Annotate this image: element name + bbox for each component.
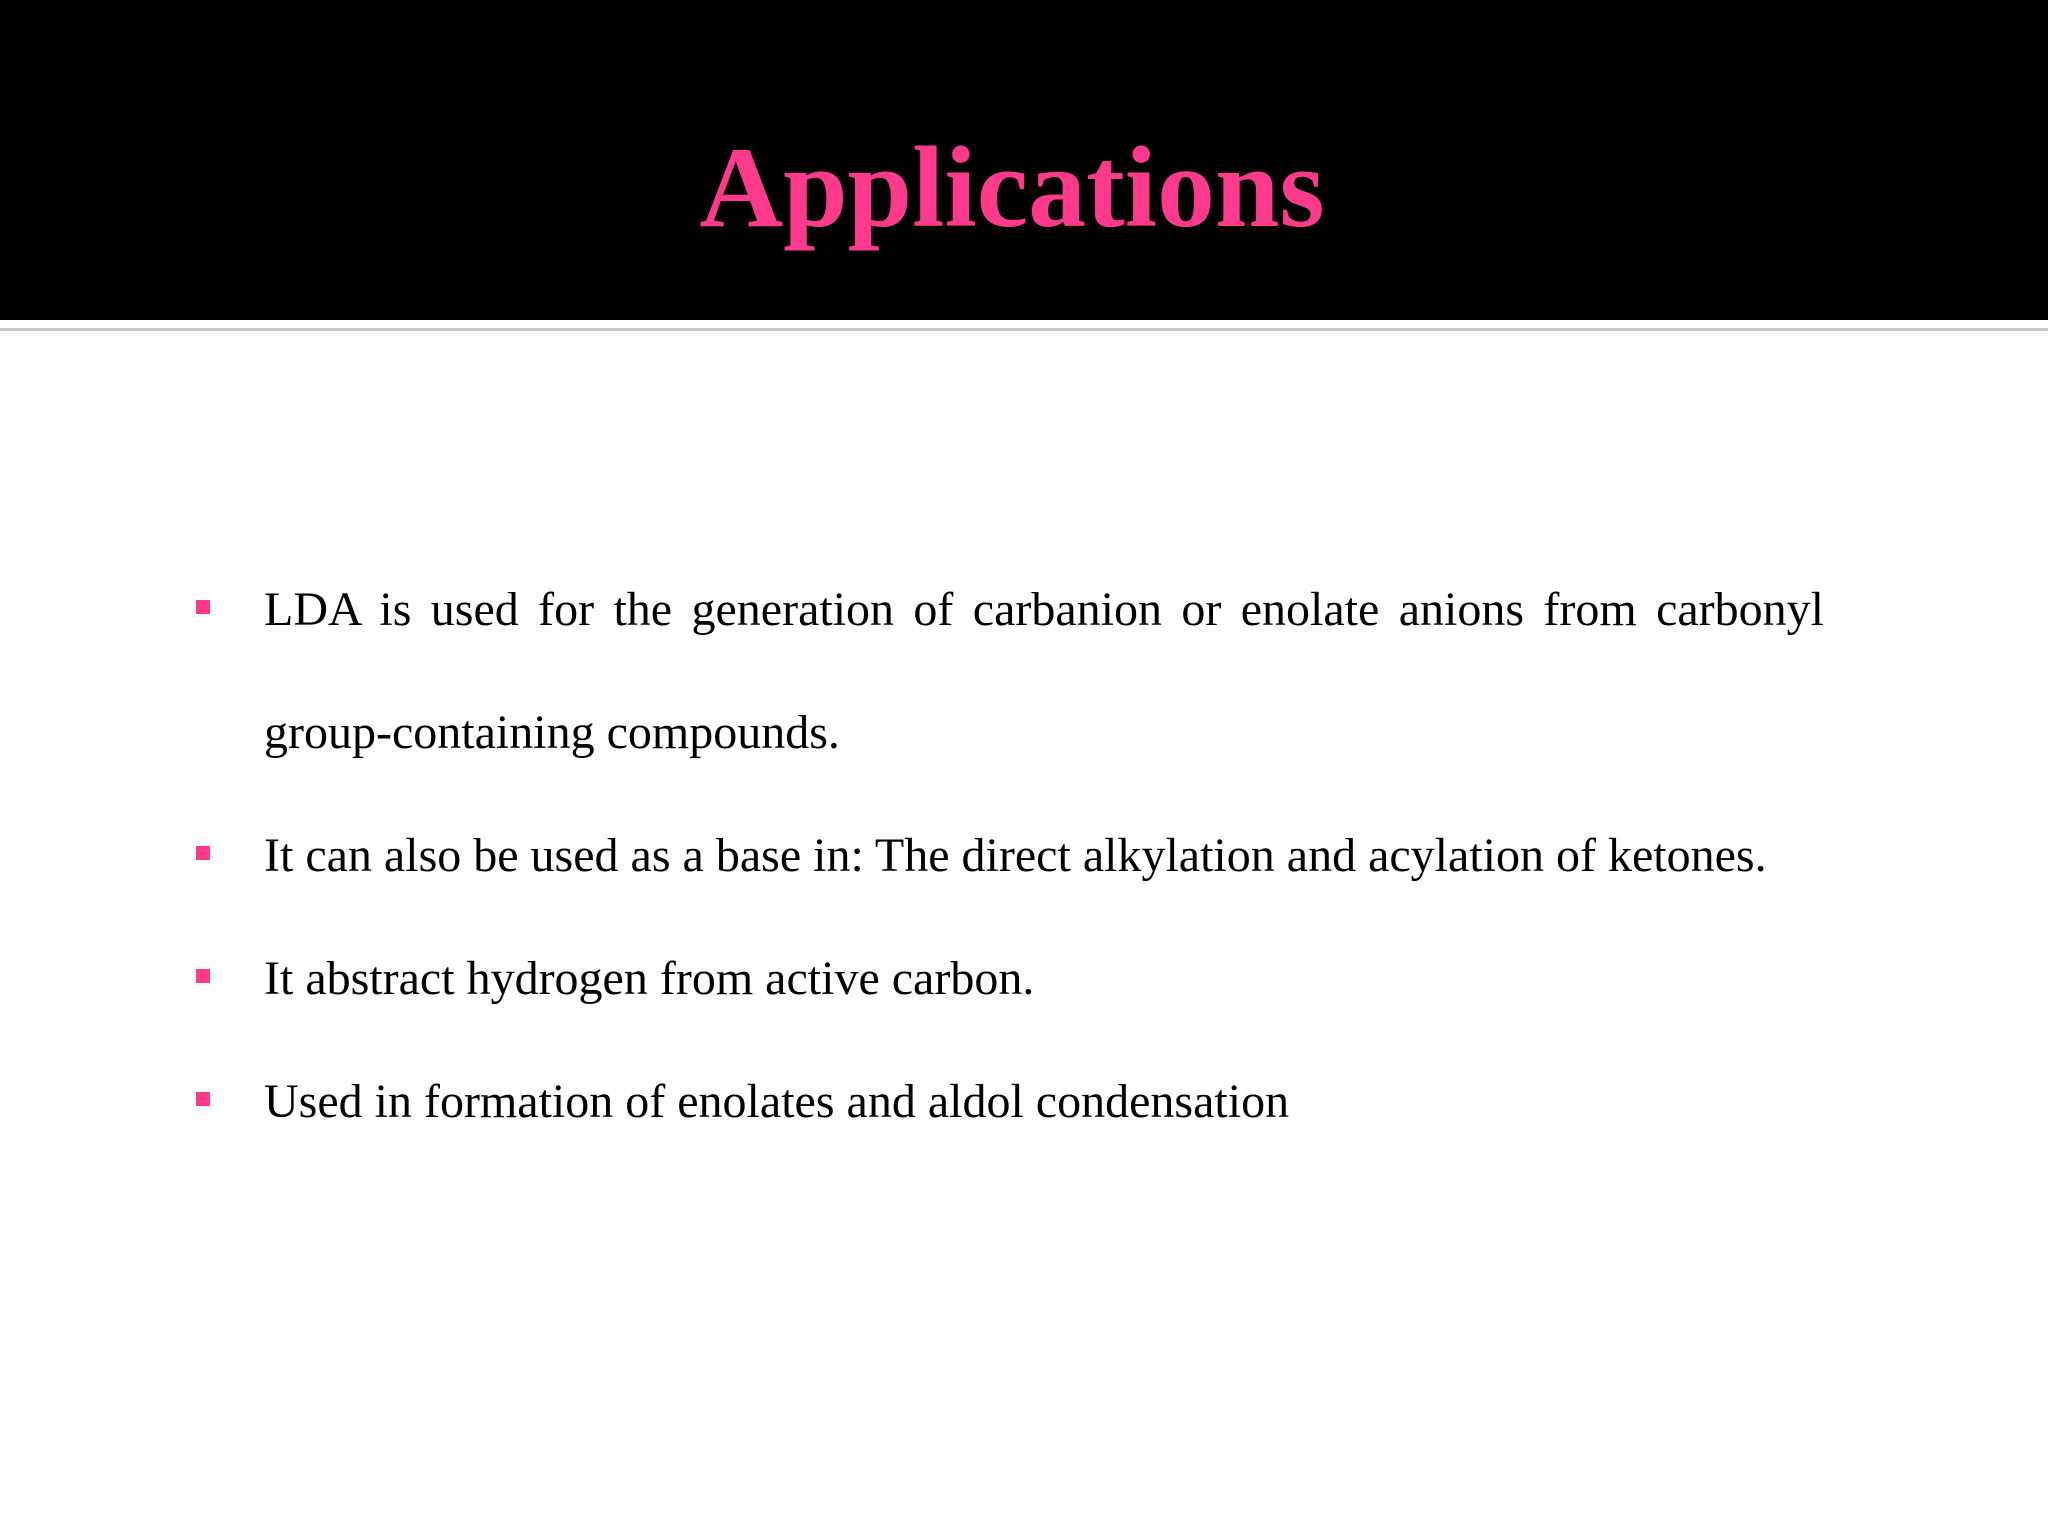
bullet-item bbox=[196, 917, 1824, 1040]
header-divider bbox=[0, 328, 2048, 331]
bullet-text: Used in formation of enolates and aldol condensation bbox=[264, 1075, 1290, 1128]
square-bullet-icon bbox=[196, 969, 210, 983]
bullet-item bbox=[196, 794, 1824, 917]
square-bullet-icon bbox=[196, 846, 210, 860]
title-band bbox=[0, 0, 2048, 320]
square-bullet-icon bbox=[196, 600, 210, 614]
square-bullet-icon bbox=[196, 1092, 210, 1106]
bullet-list bbox=[196, 548, 1824, 1163]
bullet-text: It can also be used as a base in: The direct alkylation and acylation of ketones. bbox=[264, 829, 1767, 882]
bullet-text: It abstract hydrogen from active carbon. bbox=[264, 952, 1035, 1005]
bullet-item bbox=[196, 548, 1824, 794]
bullet-text: LDA is used for the generation of carbanion or enolate anions from carbonyl group-containing compounds. bbox=[264, 583, 1824, 759]
bullet-item bbox=[196, 1040, 1824, 1163]
slide-title: Applications bbox=[699, 124, 1325, 252]
